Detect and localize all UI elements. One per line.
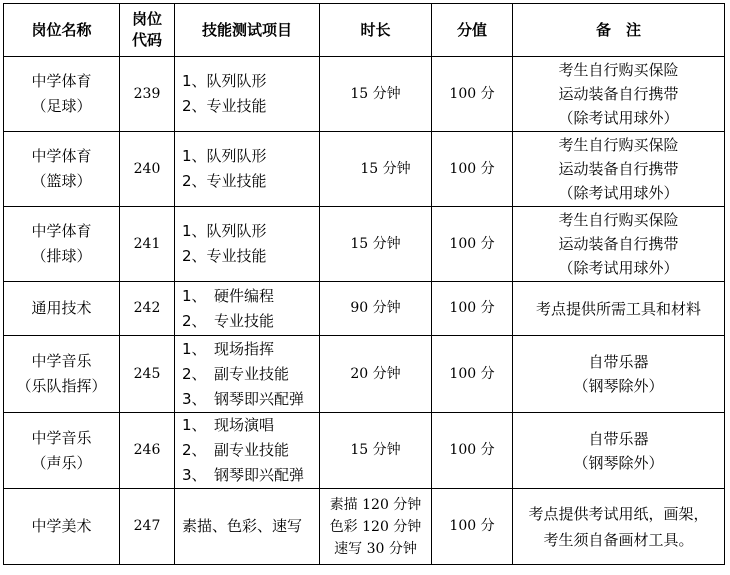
table-row <box>4 132 725 207</box>
table-row <box>4 57 725 132</box>
position-code-cell: 240 <box>120 132 175 207</box>
score-cell: 100 分 <box>432 57 513 132</box>
duration-cell: 20 分钟 <box>320 336 432 413</box>
notes-cell: 考点提供考试用纸，画架， 考生须自备画材工具。 <box>513 489 725 565</box>
position-name-cell: 中学体育 （篮球） <box>4 132 120 207</box>
position-name-cell: 中学体育 （足球） <box>4 57 120 132</box>
header-score: 分值 <box>432 4 513 57</box>
score-cell: 100 分 <box>432 132 513 207</box>
notes-cell: 自带乐器 （钢琴除外） <box>513 336 725 413</box>
test-items-cell: 1、队列队形 2、专业技能 <box>175 132 320 207</box>
notes-cell: 考生自行购买保险 运动装备自行携带 （除考试用球外） <box>513 207 725 282</box>
position-code-cell: 245 <box>120 336 175 413</box>
position-name-cell: 中学音乐 （声乐） <box>4 413 120 489</box>
position-name-cell: 通用技术 <box>4 282 120 336</box>
position-name-cell: 中学音乐 （乐队指挥） <box>4 336 120 413</box>
test-items-cell: 1、 硬件编程 2、 专业技能 <box>175 282 320 336</box>
header-duration: 时长 <box>320 4 432 57</box>
duration-cell: 素描 120 分钟 色彩 120 分钟 速写 30 分钟 <box>320 489 432 565</box>
header-position-name: 岗位名称 <box>4 4 120 57</box>
notes-cell: 考点提供所需工具和材料 <box>513 282 725 336</box>
table-row <box>4 489 725 565</box>
header-position-code: 岗位 代码 <box>120 4 175 57</box>
header-test-items: 技能测试项目 <box>175 4 320 57</box>
duration-cell: 15 分钟 <box>320 413 432 489</box>
score-cell: 100 分 <box>432 282 513 336</box>
notes-cell: 考生自行购买保险 运动装备自行携带 （除考试用球外） <box>513 132 725 207</box>
notes-cell: 自带乐器 （钢琴除外） <box>513 413 725 489</box>
position-name-cell: 中学美术 <box>4 489 120 565</box>
test-items-cell: 1、队列队形 2、专业技能 <box>175 207 320 282</box>
test-items-cell: 1、队列队形 2、专业技能 <box>175 57 320 132</box>
score-cell: 100 分 <box>432 336 513 413</box>
duration-cell: 15 分钟 <box>320 207 432 282</box>
score-cell: 100 分 <box>432 413 513 489</box>
duration-cell: 15 分钟 <box>320 132 432 207</box>
table-row <box>4 207 725 282</box>
position-code-cell: 247 <box>120 489 175 565</box>
test-items-cell: 素描、色彩、速写 <box>175 489 320 565</box>
position-code-cell: 242 <box>120 282 175 336</box>
duration-cell: 90 分钟 <box>320 282 432 336</box>
table-row <box>4 413 725 489</box>
notes-cell: 考生自行购买保险 运动装备自行携带 （除考试用球外） <box>513 57 725 132</box>
header-row <box>4 4 725 57</box>
score-cell: 100 分 <box>432 207 513 282</box>
test-items-cell: 1、 现场指挥 2、 副专业技能 3、 钢琴即兴配弹 <box>175 336 320 413</box>
table-row <box>4 282 725 336</box>
position-code-cell: 239 <box>120 57 175 132</box>
table-row <box>4 336 725 413</box>
test-items-cell: 1、 现场演唱 2、 副专业技能 3、 钢琴即兴配弹 <box>175 413 320 489</box>
duration-cell: 15 分钟 <box>320 57 432 132</box>
exam-schedule-table <box>3 3 725 565</box>
score-cell: 100 分 <box>432 489 513 565</box>
position-code-cell: 241 <box>120 207 175 282</box>
position-name-cell: 中学体育 （排球） <box>4 207 120 282</box>
position-code-cell: 246 <box>120 413 175 489</box>
header-notes: 备 注 <box>513 4 725 57</box>
